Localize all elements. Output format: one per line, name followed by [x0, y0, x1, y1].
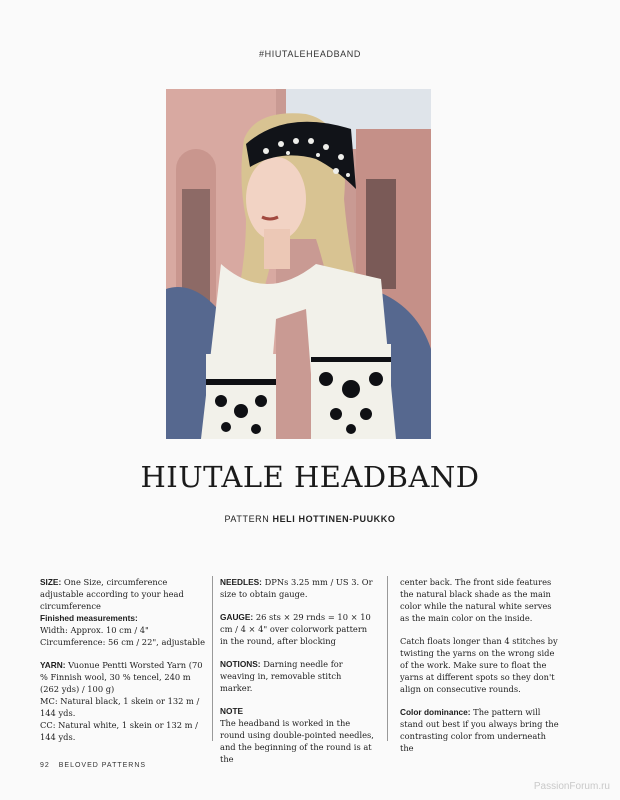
article-title: HIUTALE HEADBAND [140, 460, 480, 494]
column-2 [220, 576, 376, 776]
yarn-label: YARN: [40, 660, 66, 670]
color-dominance-label: Color dominance: [400, 707, 471, 717]
byline [0, 514, 620, 524]
watermark: PassionForum.ru [533, 781, 610, 792]
size-label: SIZE: [40, 577, 62, 587]
column-3 [400, 576, 560, 765]
designer-name: HELI HOTTINEN-PUUKKO [272, 514, 396, 524]
mc-text: MC: Natural black, 1 skein or 132 m / 144 yds. [40, 696, 200, 718]
magazine-name: BELOVED PATTERNS [58, 762, 147, 769]
note-label: NOTE [220, 706, 244, 716]
column-divider [212, 576, 213, 741]
needles-label: NEEDLES: [220, 577, 262, 587]
notions-text: Darning needle for weaving in, removable stitch marker. [220, 659, 343, 693]
col3-paragraph-1: center back. The front side features the natural black shade as the main color while the natural white serves as the main color on the inside. [400, 577, 552, 623]
width-text: Width: Approx. 10 cm / 4" [40, 625, 149, 635]
note-text: The headband is worked in the round using double-pointed needles, and the beginning of the round is at the [220, 718, 374, 764]
hashtag: #HIUTALEHEADBAND [259, 49, 361, 59]
yarn-text: Vuonue Pentti Worsted Yarn (70 % Finnish wool, 30 % tencel, 240 m (262 yds) / 100 g) [40, 660, 203, 694]
needles-text: DPNs 3.25 mm / US 3. Or size to obtain gauge. [220, 577, 373, 599]
finished-measurements-label: Finished measurements: [40, 613, 138, 623]
cc-text: CC: Natural white, 1 skein or 132 m / 144 yds. [40, 720, 198, 742]
gauge-label: GAUGE: [220, 612, 254, 622]
page-number: 92 [40, 762, 50, 769]
notions-label: NOTIONS: [220, 659, 261, 669]
byline-prefix: PATTERN [224, 514, 270, 524]
gauge-text: 26 sts × 29 rnds = 10 × 10 cm / 4 × 4" over colorwork pattern in the round, after blocking [220, 612, 371, 646]
col3-paragraph-2: Catch floats longer than 4 stitches by twisting the yarns on the wrong side of the work. Make sure to float the yarns at different spots so they don't align on consecutive rounds. [400, 636, 558, 694]
size-text: One Size, circumference adjustable according to your head circumference [40, 577, 184, 611]
color-dominance-text: The pattern will stand out best if you always bring the contrasting color from underneath the [400, 707, 559, 753]
page-footer [40, 762, 146, 769]
column-divider [387, 576, 388, 741]
circumference-text: Circumference: 56 cm / 22", adjustable [40, 637, 206, 647]
column-1 [40, 576, 212, 754]
hero-photo [166, 89, 431, 439]
